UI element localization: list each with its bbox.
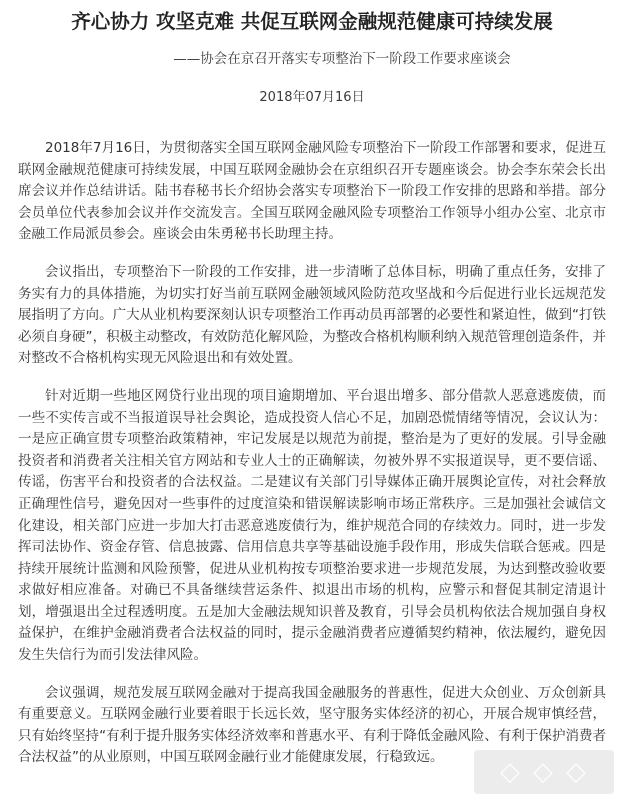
paragraph: 会议强调，规范发展互联网金融对于提高我国金融服务的普惠性，促进大众创业、万众创新具有重要意义。互联网金融行业要着眼于长远长效，坚守服务实体经济的初心，开展合规审慎经营，只有始终坚持“有利于提升服务实体经济效率和普惠水平、有利于降低金融风险、有利于保护消费者合法权益”的从业原则，中国互联网金融行业才能健康发展，行稳致远。 [18,684,606,766]
paragraph: 针对近期一些地区网贷行业出现的项目逾期增加、平台退出增多、部分借款人恶意逃废债，而一些不实传言或不当报道误导社会舆论，造成投资人信心不足，加剧恐慌情绪等情况，会议认为：一是应正确宣贯专项整治政策精神，牢记发展是以规范为前提，整治是为了更好的发展。引导金融投资者和消费者关注相关官方网站和专业人士的正确解读，勿被外界不实报道误导，更不要信谣、传谣，伤害平台和投资者的合法权益。二是建议有关部门引导媒体正确开展舆论宣传，对社会释放正确理性信号，避免因对一些事件的过度渲染和错误解读影响市场正常秩序。三是加强社会诚信文化建设，相关部门应进一步加大打击恶意逃废债行为，维护规范合同的存续效力。同时，进一步发挥司法协作、资金存管、信息披露、信用信息共享等基础设施手段作用，形成失信联合惩戒。四是持续开展统计监测和风险预警，促进从业机构按专项整治要求进一步规范发展，为达到整改验收要求做好相应准备。对确已不具备继续营运条件、拟退出市场的机构，应警示和督促其制定清退计划，增强退出全过程透明度。五是加大金融法规知识普及教育，引导会员机构依法合规加强自身权益保护，在维护金融消费者合法权益的同时，提示金融消费者应遵循契约精神，依法履约，避免因发生失信行为而引发法律风险。 [18,387,606,664]
article-body [18,138,606,769]
article-subtitle: ——协会在京召开落实专项整治下一阶段工作要求座谈会 [173,51,511,67]
watermark-logo: ◇ ◇ ◇ [474,750,614,794]
publish-date: 2018年07月16日 [259,90,365,105]
paragraph: 会议指出，专项整治下一阶段的工作安排，进一步清晰了总体目标，明确了重点任务，安排了务实有力的具体措施，为切实打好当前互联网金融领域风险防范攻坚战和今后促进行业长远规范发展指明了方向。广大从业机构要深刻认识专项整治工作再动员再部署的必要性和紧迫性，做到“打铁必须自身硬”，积极主动整改，有效防范化解风险，为整改合格机构顺利纳入规范管理创造条件，并对整改不合格机构实现无风险退出和有效处置。 [18,263,606,367]
article-title: 齐心协力 攻坚克难 共促互联网金融规范健康可持续发展 [71,10,553,33]
paragraph: 2018年7月16日，为贯彻落实全国互联网金融风险专项整治下一阶段工作部署和要求，促进互联网金融规范健康可持续发展，中国互联网金融协会在京组织召开专题座谈会。协会李东荣会长出席会议并作总结讲话。陆书春秘书长介绍协会落实专项整治下一阶段工作安排的思路和举措。部分会员单位代表参加会议并作交流发言。全国互联网金融风险专项整治工作领导小组办公室、北京市金融工作局派员参会。座谈会由朱勇秘书长助理主持。 [18,140,606,243]
